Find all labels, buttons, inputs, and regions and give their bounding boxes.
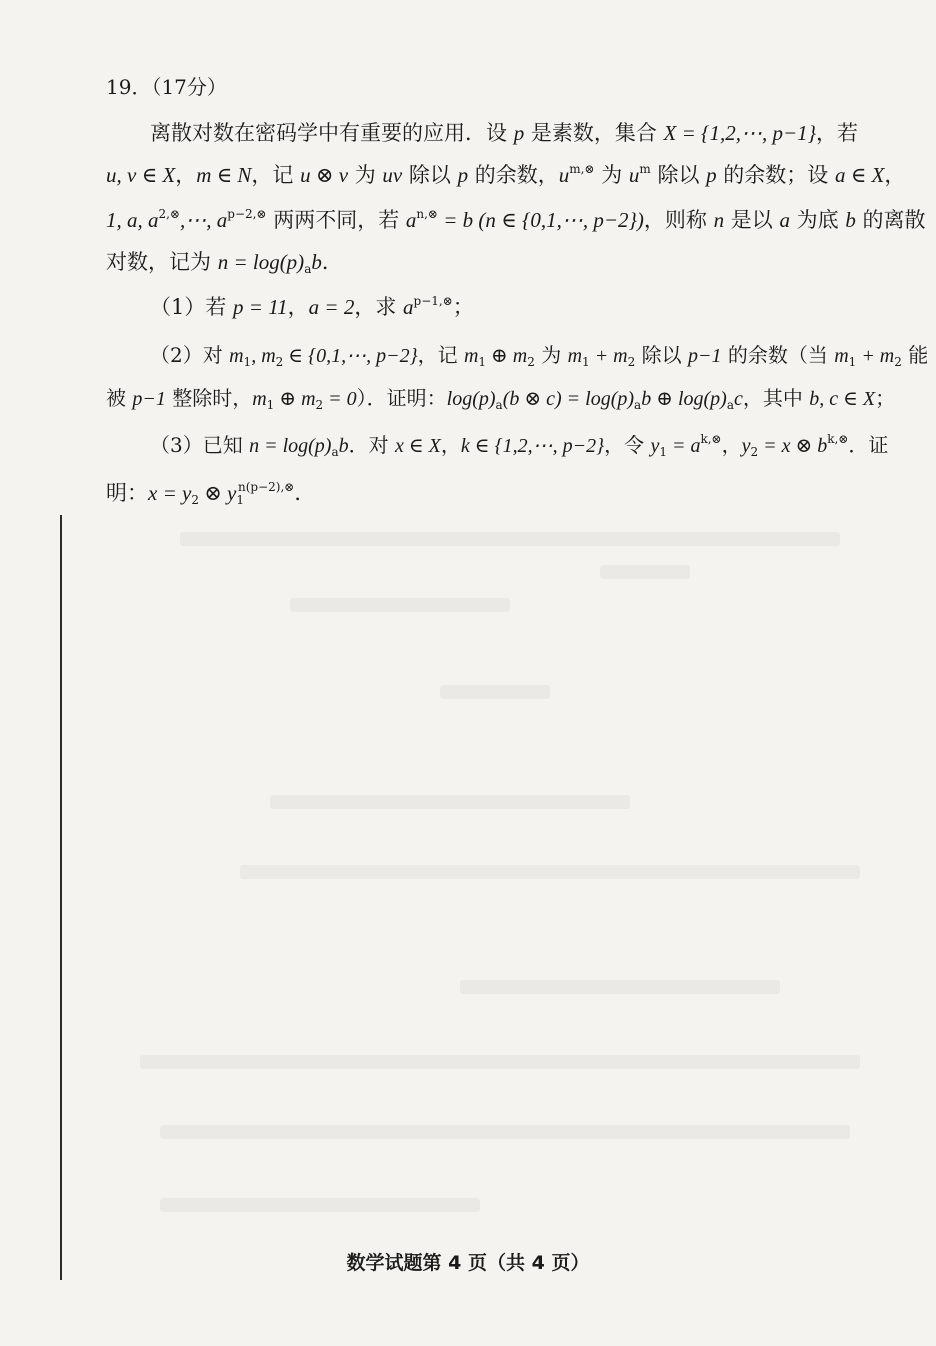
subscript: 2 — [275, 355, 284, 369]
var-p: p — [513, 121, 525, 145]
math: m — [567, 345, 583, 367]
superscript: k,⊗ — [827, 432, 849, 446]
text: ，令 — [604, 433, 651, 457]
part-1 — [150, 292, 876, 322]
math: p — [706, 163, 717, 187]
text: ； — [452, 295, 474, 319]
text: ，记 — [417, 343, 464, 367]
subscript: a — [495, 398, 503, 412]
text: ，记 — [251, 163, 301, 187]
text: 能 — [901, 343, 929, 367]
bleed-through-line — [140, 1055, 860, 1069]
text: 的余数（当 — [721, 343, 835, 367]
text: 除以 — [402, 163, 458, 187]
text: 为 — [348, 163, 383, 187]
text: 明： — [106, 481, 148, 505]
subscript: a — [726, 398, 734, 412]
bleed-through-line — [600, 565, 690, 579]
math: ⊗ y — [198, 481, 237, 505]
text: 除以 — [650, 163, 707, 187]
text: ．证 — [848, 433, 889, 457]
math: + m — [589, 345, 628, 367]
bleed-through-line — [240, 865, 860, 879]
subscript: a — [634, 398, 642, 412]
subscript: a — [331, 445, 339, 459]
math: p−1 — [132, 388, 166, 410]
subscript: 1 — [582, 355, 590, 369]
problem-statement-line-3 — [106, 205, 926, 235]
math: y — [650, 435, 660, 457]
part-2-line-1 — [150, 340, 929, 371]
bleed-through-line — [160, 1125, 850, 1139]
text: 为底 — [789, 208, 846, 232]
math: a ∈ X — [834, 163, 885, 187]
text: （1）若 — [150, 295, 234, 319]
set-x: X = {1,2,⋯, p−1} — [663, 121, 817, 145]
text: （3）已知 — [150, 433, 250, 457]
text: 被 — [106, 386, 133, 410]
math: n = log(p) — [249, 435, 332, 457]
problem-header: 19．（17分） — [106, 75, 227, 99]
text: ， — [440, 433, 461, 457]
subscript: 1 — [848, 355, 857, 369]
math: b — [338, 435, 349, 457]
math: m — [229, 345, 244, 367]
math: p = 11 — [233, 295, 288, 319]
problem-statement-line-2 — [106, 160, 906, 190]
math: b ⊕ log(p) — [641, 388, 727, 410]
math: p−1 — [688, 345, 722, 367]
margin-line — [60, 515, 62, 1280]
part-3-line-2 — [106, 478, 876, 508]
superscript: 2,⊗ — [158, 207, 181, 221]
math: x = y — [148, 481, 192, 505]
text: 为 — [594, 163, 629, 187]
part-2-line-2 — [106, 383, 896, 414]
text: ．对 — [348, 433, 395, 457]
subscript: 2 — [191, 493, 199, 507]
math: a — [779, 208, 790, 232]
math: y — [741, 435, 751, 457]
subscript: 2 — [527, 355, 535, 369]
problem-statement-line-4 — [106, 247, 876, 277]
math: m — [463, 345, 479, 367]
text: 是以 — [724, 208, 780, 232]
subscript: 2 — [750, 445, 759, 459]
math: b — [845, 208, 856, 232]
math: (b ⊗ c) = log(p) — [502, 388, 635, 410]
subscript: 1 — [243, 355, 252, 369]
math: a — [403, 295, 414, 319]
math: x ∈ X — [394, 435, 441, 457]
subscript: 1 — [659, 445, 667, 459]
math: = b (n ∈ {0,1,⋯, p−2}) — [437, 208, 644, 232]
text: ）．证明： — [356, 386, 447, 410]
bleed-through-line — [180, 532, 840, 546]
part-3-line-1 — [150, 430, 889, 461]
subscript: 1 — [236, 493, 245, 507]
superscript: n(p−2),⊗ — [238, 480, 295, 494]
math: ,⋯, a — [180, 208, 228, 232]
math: = a — [666, 435, 701, 457]
math: 1, a, a — [106, 208, 159, 232]
page-footer: 数学试题第 4 页（共 4 页） — [346, 1252, 590, 1274]
text: ． — [321, 250, 343, 274]
text: （2）对 — [150, 343, 230, 367]
math: u ⊗ v — [300, 163, 349, 187]
text: 的余数， — [468, 163, 559, 187]
text: ． — [294, 481, 316, 505]
subscript: 2 — [894, 355, 902, 369]
math: ∈ {0,1,⋯, p−2} — [283, 345, 418, 367]
text: 离散对数在密码学中有重要的应用．设 — [150, 121, 514, 145]
math: k ∈ {1,2,⋯, p−2} — [460, 435, 605, 457]
math: ⊕ m — [486, 345, 528, 367]
superscript: k,⊗ — [700, 432, 722, 446]
math: n — [713, 208, 725, 232]
bleed-through-line — [290, 598, 510, 612]
superscript: m,⊗ — [569, 162, 595, 176]
text: ； — [875, 386, 896, 410]
math: m — [252, 388, 267, 410]
superscript: m — [639, 162, 651, 176]
math: = 0 — [323, 388, 357, 410]
math: a = 2 — [308, 295, 355, 319]
subscript: 2 — [627, 355, 636, 369]
text: 的离散 — [855, 208, 926, 232]
math: a — [405, 208, 417, 232]
text: ， — [175, 163, 197, 187]
bleed-through-line — [460, 980, 780, 994]
math: ⊕ m — [274, 388, 316, 410]
text: ，若 — [816, 121, 859, 145]
math: n = log(p) — [217, 250, 305, 274]
superscript: n,⊗ — [416, 207, 438, 221]
text: 是素数，集合 — [524, 121, 664, 145]
math: b — [311, 250, 322, 274]
superscript: p−1,⊗ — [413, 294, 453, 308]
text: ，则称 — [643, 208, 714, 232]
text: 对数，记为 — [106, 250, 218, 274]
math: uv — [382, 163, 403, 187]
text: ， — [884, 163, 906, 187]
bleed-through-line — [440, 685, 550, 699]
math: m ∈ N — [196, 163, 252, 187]
math: = x ⊗ b — [758, 435, 828, 457]
math: u — [558, 163, 570, 187]
text: ， — [287, 295, 309, 319]
math: c — [733, 388, 743, 410]
bleed-through-line — [270, 795, 630, 809]
math: u, v ∈ X — [106, 163, 176, 187]
text: 整除时， — [165, 386, 253, 410]
subscript: 1 — [266, 398, 275, 412]
math: log(p) — [446, 388, 496, 410]
text: 除以 — [635, 343, 688, 367]
text: ， — [721, 433, 742, 457]
problem-statement-line-1 — [150, 118, 876, 148]
math: m — [834, 345, 849, 367]
bleed-through-line — [160, 1198, 480, 1212]
math: , m — [251, 345, 276, 367]
math: b, c ∈ X — [809, 388, 876, 410]
text: ，其中 — [742, 386, 810, 410]
math: + m — [856, 345, 895, 367]
subscript: a — [304, 262, 312, 276]
math: p — [457, 163, 469, 187]
subscript: 1 — [478, 355, 487, 369]
subscript: 2 — [315, 398, 324, 412]
text: ，求 — [354, 295, 404, 319]
math: u — [628, 163, 640, 187]
text: 为 — [534, 343, 568, 367]
text: 两两不同，若 — [266, 208, 406, 232]
superscript: p−2,⊗ — [227, 207, 267, 221]
text: 的余数；设 — [716, 163, 835, 187]
